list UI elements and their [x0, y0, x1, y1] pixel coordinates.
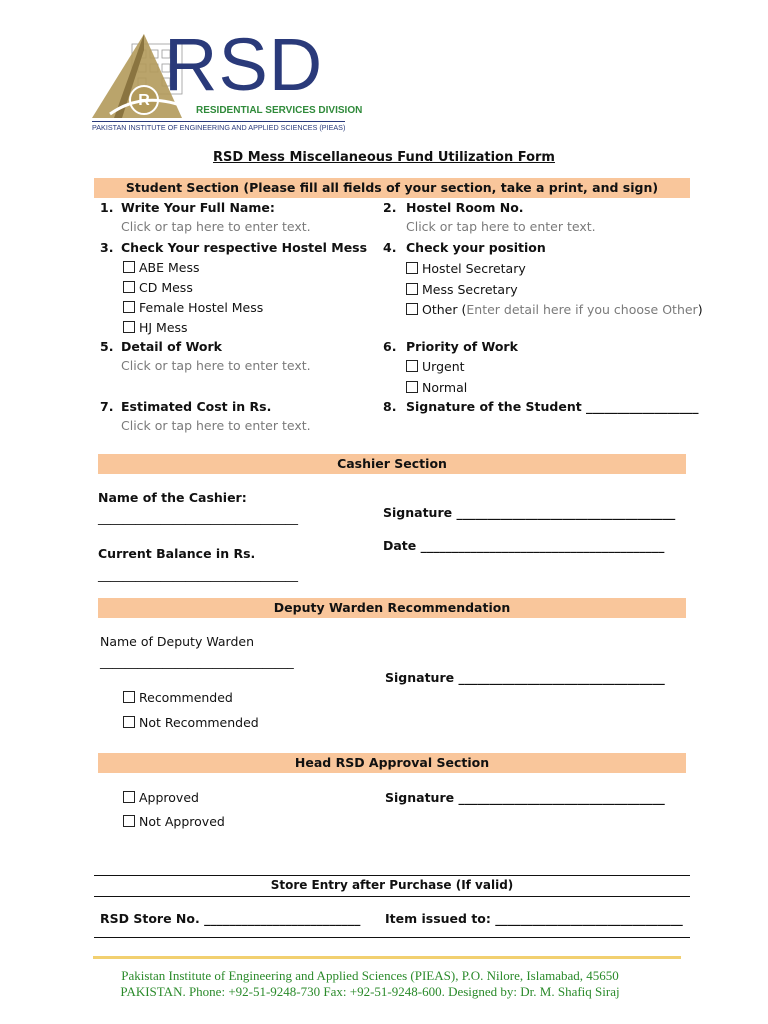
store-bottom-rule	[94, 937, 690, 938]
checkbox-icon	[123, 716, 135, 728]
q7-number: 7.	[100, 399, 114, 414]
item-issued-field[interactable]: Item issued to: ______________________________	[385, 911, 683, 926]
checkbox-icon	[406, 381, 418, 393]
position-option-mess-secretary[interactable]: Mess Secretary	[406, 282, 518, 297]
rsd-logo	[92, 23, 372, 140]
checkbox-icon	[123, 261, 135, 273]
q6-label: Priority of Work	[406, 339, 518, 354]
mess-option-female[interactable]: Female Hostel Mess	[123, 300, 263, 315]
cashier-balance-label: Current Balance in Rs.	[98, 546, 256, 561]
priority-option-normal[interactable]: Normal	[406, 380, 467, 395]
mess-option-cd[interactable]: CD Mess	[123, 280, 193, 295]
head-signature-field[interactable]: Signature _________________________________	[385, 790, 665, 805]
mess-option-abe[interactable]: ABE Mess	[123, 260, 200, 275]
deputy-section-header: Deputy Warden Recommendation	[98, 598, 686, 618]
q4-label: Check your position	[406, 240, 546, 255]
work-detail-field[interactable]: Click or tap here to enter text.	[121, 358, 311, 373]
checkbox-icon	[406, 283, 418, 295]
deputy-name-field[interactable]: _______________________________	[100, 654, 294, 669]
student-signature-field[interactable]: Signature of the Student __________________	[406, 399, 699, 414]
cashier-signature-field[interactable]: Signature ___________________________________	[383, 505, 676, 520]
logo-division-text: RESIDENTIAL SERVICES DIVISION	[196, 105, 363, 116]
cashier-date-field[interactable]: Date _______________________________________	[383, 538, 665, 553]
q3-label: Check Your respective Hostel Mess	[121, 240, 368, 255]
cashier-name-field[interactable]: ________________________________	[98, 510, 298, 525]
footer-contact: PAKISTAN. Phone: +92-51-9248-730 Fax: +92-51-9248-600. Designed by: Dr. M. Shafiq Siraj	[120, 984, 620, 999]
q2-number: 2.	[383, 200, 397, 215]
cashier-balance-field[interactable]: ________________________________	[98, 567, 298, 582]
checkbox-icon	[123, 815, 135, 827]
footer-accent-rule	[93, 956, 681, 959]
head-option-not-approved[interactable]: Not Approved	[123, 814, 225, 829]
position-option-hostel-secretary[interactable]: Hostel Secretary	[406, 261, 526, 276]
q5-label: Detail of Work	[121, 339, 222, 354]
store-number-field[interactable]: RSD Store No. _________________________	[100, 911, 361, 926]
checkbox-icon	[123, 791, 135, 803]
checkbox-icon	[123, 281, 135, 293]
store-section-header: Store Entry after Purchase (If valid)	[270, 878, 514, 892]
checkbox-icon	[406, 303, 418, 315]
q3-number: 3.	[100, 240, 114, 255]
q2-label: Hostel Room No.	[406, 200, 524, 215]
cashier-name-label: Name of the Cashier:	[98, 490, 247, 505]
position-option-other[interactable]: Other (Enter detail here if you choose Other)	[406, 302, 703, 317]
checkbox-icon	[406, 262, 418, 274]
mess-option-hj[interactable]: HJ Mess	[123, 320, 188, 335]
form-title: RSD Mess Miscellaneous Fund Utilization Form	[213, 150, 555, 165]
full-name-field[interactable]: Click or tap here to enter text.	[121, 219, 311, 234]
estimated-cost-field[interactable]: Click or tap here to enter text.	[121, 418, 311, 433]
head-option-approved[interactable]: Approved	[123, 790, 199, 805]
deputy-name-label: Name of Deputy Warden	[100, 634, 255, 649]
q6-number: 6.	[383, 339, 397, 354]
deputy-option-recommended[interactable]: Recommended	[123, 690, 233, 705]
q4-number: 4.	[383, 240, 397, 255]
logo-institute-text: PAKISTAN INSTITUTE OF ENGINEERING AND APPLIED SCIENCES (PIEAS)	[92, 123, 346, 132]
q7-label: Estimated Cost in Rs.	[121, 399, 272, 414]
store-mid-rule	[94, 896, 690, 897]
q1-label: Write Your Full Name:	[121, 200, 275, 215]
deputy-signature-field[interactable]: Signature _________________________________	[385, 670, 665, 685]
cashier-section-header: Cashier Section	[98, 454, 686, 474]
svg-text:R: R	[138, 92, 150, 109]
footer-address: Pakistan Institute of Engineering and Applied Sciences (PIEAS), P.O. Nilore, Islamabad, 45650	[121, 968, 619, 983]
head-section-header: Head RSD Approval Section	[98, 753, 686, 773]
student-section-header: Student Section (Please fill all fields of your section, take a print, and sign)	[94, 178, 690, 198]
checkbox-icon	[123, 301, 135, 313]
store-top-rule	[94, 875, 690, 876]
logo-brand-text: RSD	[164, 23, 324, 106]
checkbox-icon	[123, 321, 135, 333]
other-detail-field[interactable]: Enter detail here if you choose Other	[466, 302, 698, 317]
priority-option-urgent[interactable]: Urgent	[406, 359, 465, 374]
room-no-field[interactable]: Click or tap here to enter text.	[406, 219, 596, 234]
checkbox-icon	[406, 360, 418, 372]
checkbox-icon	[123, 691, 135, 703]
q1-number: 1.	[100, 200, 114, 215]
q8-number: 8.	[383, 399, 397, 414]
deputy-option-not-recommended[interactable]: Not Recommended	[123, 715, 259, 730]
q5-number: 5.	[100, 339, 114, 354]
